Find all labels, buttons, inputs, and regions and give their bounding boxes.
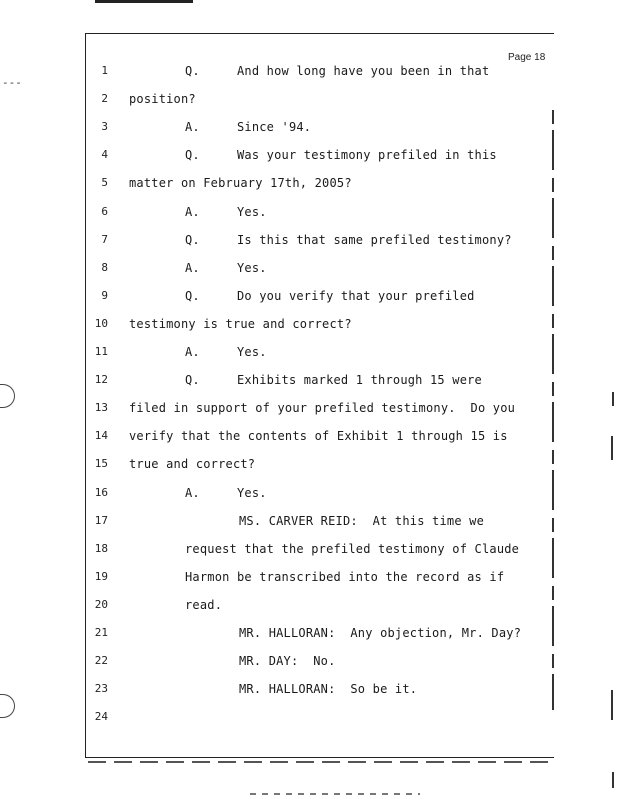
line-number: 15 (94, 457, 108, 471)
right-margin-tick (611, 690, 613, 720)
transcript-line (0, 258, 620, 278)
transcript-page-frame (85, 33, 554, 758)
line-text: A. Yes. (185, 260, 267, 275)
line-number: 4 (101, 148, 108, 162)
line-number: 19 (94, 569, 108, 583)
transcript-line (0, 539, 620, 559)
transcript-line (0, 89, 620, 109)
transcript-line (0, 623, 620, 643)
transcript-line (0, 230, 620, 250)
line-text: matter on February 17th, 2005? (129, 176, 352, 191)
line-number: 9 (101, 288, 108, 302)
line-number: 18 (94, 541, 108, 555)
line-number: 1 (101, 64, 108, 77)
transcript-line (0, 370, 620, 390)
transcript-line (0, 426, 620, 446)
transcript-line (0, 511, 620, 531)
line-text: Harmon be transcribed into the record as if (185, 569, 505, 584)
line-text: MR. DAY: No. (239, 654, 336, 669)
transcript-line (0, 595, 620, 615)
transcript-line (0, 314, 620, 334)
page-number: Page 18 (508, 52, 546, 63)
line-number: 2 (101, 92, 108, 106)
transcript-line (0, 61, 620, 81)
line-number: 10 (94, 316, 108, 330)
line-text: testimony is true and correct? (129, 316, 352, 331)
transcript-line (0, 567, 620, 587)
line-text: filed in support of your prefiled testimony. Do you (129, 401, 516, 416)
line-text: verify that the contents of Exhibit 1 through 15 is (129, 429, 508, 444)
transcript-line (0, 342, 620, 362)
transcript-line (0, 117, 620, 137)
line-number: 8 (101, 260, 108, 274)
line-number: 11 (94, 345, 108, 358)
line-number: 23 (94, 682, 108, 696)
margin-scan-mark: --‑ (2, 76, 22, 89)
line-number: 20 (94, 597, 108, 611)
top-rule (95, 0, 193, 3)
line-text: A. Yes. (185, 485, 267, 500)
transcript-line (0, 707, 620, 727)
line-text: A. Since '94. (185, 120, 312, 135)
line-text: Q. Do you verify that your prefiled (185, 288, 475, 303)
line-number: 24 (94, 710, 108, 724)
transcript-line (0, 202, 620, 222)
transcript-line (0, 173, 620, 193)
line-text: Q. Exhibits marked 1 through 15 were (185, 373, 482, 388)
right-margin-tick (611, 436, 613, 460)
line-text: Q. Was your testimony prefiled in this (185, 148, 497, 163)
line-text: A. Yes. (185, 345, 267, 359)
line-number: 3 (101, 120, 108, 134)
line-number: 13 (94, 401, 108, 415)
transcript-line (0, 483, 620, 503)
line-number: 21 (94, 626, 108, 639)
right-margin-tick (612, 392, 614, 406)
transcript-line (0, 679, 620, 699)
line-text: position? (129, 92, 196, 107)
line-text: request that the prefiled testimony of Claude (185, 541, 520, 556)
right-margin-tick (612, 772, 614, 788)
line-text: Q. Is this that same prefiled testimony? (185, 232, 512, 247)
line-text: Q. And how long have you been in that (185, 64, 490, 78)
line-number: 12 (94, 373, 108, 387)
transcript-line (0, 651, 620, 671)
transcript-line (0, 145, 620, 165)
line-text: MR. HALLORAN: So be it. (239, 682, 418, 697)
bottom-edge-artifact-2 (250, 793, 420, 795)
line-text: read. (185, 597, 223, 612)
line-number: 16 (94, 485, 108, 499)
line-number: 22 (94, 654, 108, 668)
line-number: 6 (101, 204, 108, 218)
line-text: MR. HALLORAN: Any objection, Mr. Day? (239, 626, 522, 640)
line-number: 14 (94, 429, 108, 443)
transcript-line (0, 454, 620, 474)
line-number: 7 (101, 232, 108, 246)
line-text: A. Yes. (185, 204, 267, 219)
line-text: true and correct? (129, 457, 256, 472)
line-number: 17 (94, 513, 108, 527)
transcript-line (0, 398, 620, 418)
line-number: 5 (101, 176, 108, 190)
line-text: MS. CARVER REID: At this time we (239, 513, 485, 528)
transcript-line (0, 286, 620, 306)
bottom-edge-artifact (88, 761, 548, 763)
